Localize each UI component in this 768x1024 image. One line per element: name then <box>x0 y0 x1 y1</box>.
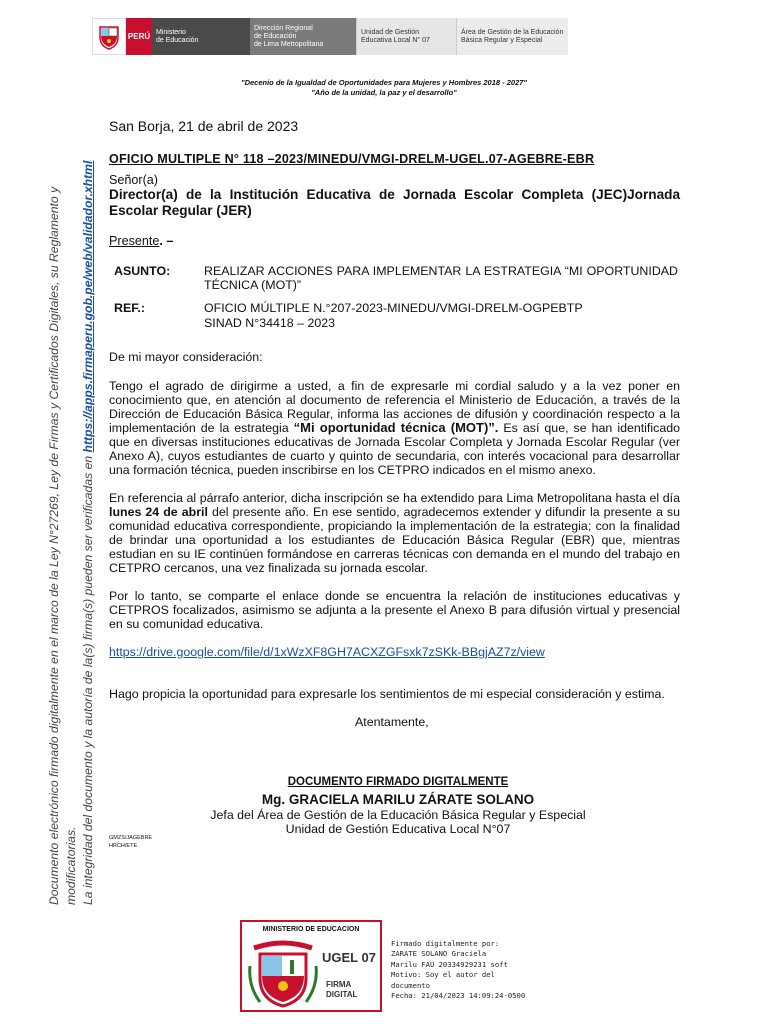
p2-deadline: lunes 24 de abril <box>109 505 208 519</box>
digital-signature-stamp <box>240 920 382 1012</box>
peru-shield-icon <box>248 936 318 1010</box>
p1-text-a: Tengo el agrado de dirigirme a usted, a fin de expresarle mi cordial saludo y a la vez poner en conocimiento que, en atención al documento de referencia el Ministerio de Educación, a través de la Dirección de Educación Básica Regular, informa las acciones de difusión y coordinación respecto a la implementación de la estrategia <box>109 379 680 435</box>
stamp-header: MINISTERIO DE EDUCACION <box>262 926 360 933</box>
ministerio-label: Ministerio de Educación <box>152 18 250 55</box>
presente-label <box>109 234 680 248</box>
p2-text-a: En referencia al párrafo anterior, dicha inscripción se ha extendido para Lima Metropolitana hasta el día <box>109 491 680 505</box>
greeting: De mi mayor consideración: <box>109 350 263 364</box>
closing-text: Hago propicia la oportunidad para expresarle los sentimientos de mi especial consideración y estima. <box>109 687 665 701</box>
stamp-firma-digital <box>326 980 357 1000</box>
decenio-line-2: "Año de la unidad, la paz y el desarrollo" <box>311 88 457 97</box>
asunto-label: ASUNTO: <box>114 264 171 278</box>
ref-line-1: OFICIO MÚLTIPLE N.°207-2023-MINEDU/VMGI-DRELM-OGPEBTP <box>204 301 583 315</box>
stamp-firma: FIRMA <box>326 980 352 989</box>
stamp-ugel: UGEL 07 <box>322 950 376 965</box>
recipient-title: Director(a) de la Institución Educativa de Jornada Escolar Completa (JEC)Jornada Escolar Regular (JER) <box>109 187 680 218</box>
ref-line-2: SINAD N°34418 – 2023 <box>204 316 336 330</box>
drive-link[interactable]: https://drive.google.com/file/d/1xWzXF8GH7ACXZGFsxk7zSKk-BBgjAZ7z/view <box>109 645 545 659</box>
paragraph-2 <box>109 491 680 575</box>
signature-info: Firmado digitalmente por: ZARATE SOLANO Graciela Marilu FAU 20334929231 soft Motivo: Soy el autor del documento Fecha: 21/04/2023 14:09:24-0500 <box>391 939 526 1001</box>
presente-tail: . – <box>159 234 174 248</box>
ugel-label: Unidad de Gestión Educativa Local N° 07 <box>356 18 456 55</box>
signer-name: Mg. GRACIELA MARILU ZÁRATE SOLANO <box>261 792 535 807</box>
initials-line-2: HRCH/ETE <box>109 843 138 849</box>
paragraph-1 <box>109 379 680 477</box>
p2-text-c: del presente año. En ese sentido, agradecemos extender y difundir la presente a su comunidad educativa correspondiente, propiciando la implementación de la estrategia; con la finalidad de brindar una oportunidad a los estudiantes de Educación Básica Regular (EBR) que, mientras estudian en su IE continúen formándose en carreras técnicas con demanda en el mundo del trabajo en CETPRO cercanos, una vez finalizada su jornada escolar. <box>109 505 680 575</box>
stamp-digital: DIGITAL <box>326 990 358 999</box>
ref-label: REF.: <box>114 301 145 315</box>
doc-firmado-label: DOCUMENTO FIRMADO DIGITALMENTE <box>287 776 509 788</box>
drive-link-row <box>109 645 680 659</box>
asunto-text: REALIZAR ACCIONES PARA IMPLEMENTAR LA ESTRATEGIA “MI OPORTUNIDAD TÉCNICA (MOT)” <box>204 264 678 292</box>
decenio-text <box>0 78 768 98</box>
p1-text-c: Es así que, se han identificado que en diversas instituciones educativas de Jornada Escolar Completa y Jornada Escolar Regular (ver Anexo A), cuyos estudiantes de cuarto y quinto de secundaria, con interés vocacional para desarrollar una formación técnica, pueden inscribirse en los CETPRO indicados en el mismo anexo. <box>109 421 681 477</box>
initials-line-1: GMZS/JAGEBRE <box>109 835 153 841</box>
peru-label: PERÚ <box>126 18 152 55</box>
atentamente: Atentamente, <box>355 715 429 729</box>
sidebar-line-1: Documento electrónico firmado digitalmente en el marco de la Ley N°27269, Ley de Firmas y Certificados Digitales, su Reglamento y modificatorias. <box>47 186 78 905</box>
initials-block <box>109 834 152 850</box>
oficio-number: OFICIO MULTIPLE N° 118 –2023/MINEDU/VMGI-DRELM-UGEL.07-AGEBRE-EBR <box>109 152 595 166</box>
sidebar-line-2-text: La integridad del documento y la autoría de la(s) firma(s) pueden ser verificadas en <box>81 452 95 905</box>
signer-role: Jefa del Área de Gestión de la Educación Básica Regular y Especial <box>210 808 586 822</box>
decenio-line-1: "Decenio de la Igualdad de Oportunidades para Mujeres y Hombres 2018 - 2027" <box>241 78 527 87</box>
signer-unit: Unidad de Gestión Educativa Local N°07 <box>285 822 511 836</box>
presente-word: Presente <box>109 234 160 248</box>
area-label: Área de Gestión de la Educación Básica Regular y Especial <box>456 18 568 55</box>
dre-label: Dirección Regional de Educación de Lima Metropolitana <box>250 18 356 55</box>
p1-strategy-name: “Mi oportunidad técnica (MOT)”. <box>293 420 499 435</box>
header-banner <box>92 18 568 55</box>
paragraph-3: Por lo tanto, se comparte el enlace donde se encuentra la relación de instituciones educativas y CETPROS focalizados, asimismo se adjunta a la presente el Anexo B para difusión virtual y presencial en su comunidad educativa. <box>109 589 680 631</box>
validator-link[interactable]: https://apps.firmaperu.gob.pe/web/validador.xhtml <box>81 160 95 453</box>
peru-coat-of-arms-icon <box>92 18 126 55</box>
recipient-salutation: Señor(a) <box>109 173 158 187</box>
letter-date: San Borja, 21 de abril de 2023 <box>109 118 299 134</box>
